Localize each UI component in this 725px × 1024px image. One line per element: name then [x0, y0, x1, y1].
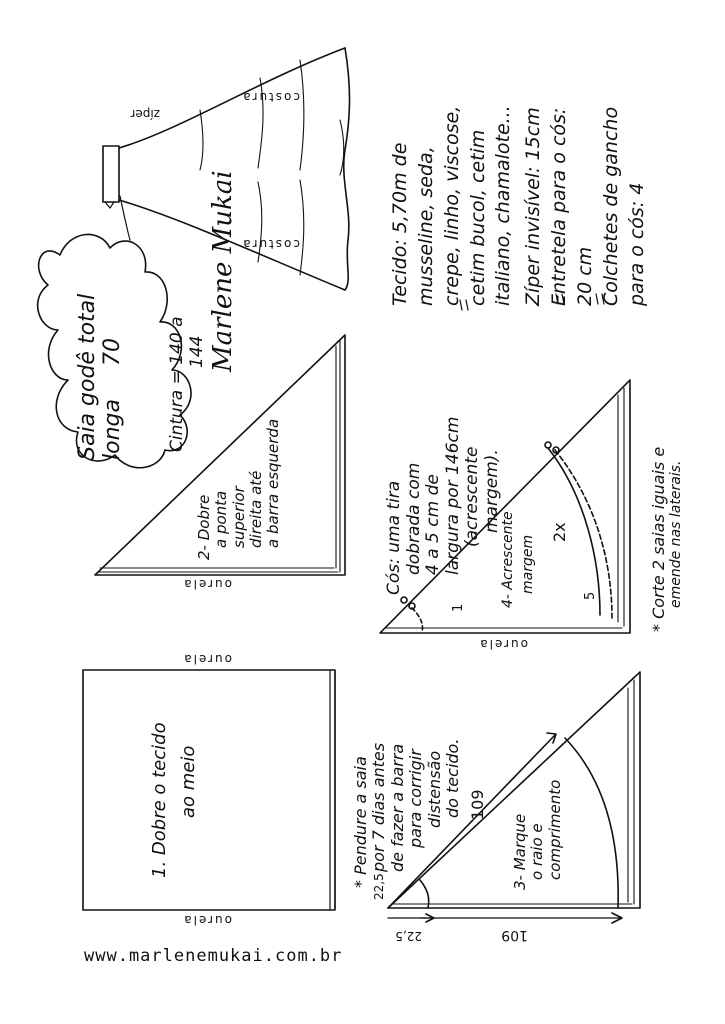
cut-note-line-1: emende nas laterais. [668, 460, 685, 608]
step2-line-1: a ponta [212, 490, 231, 548]
materials-line-4: italiano, chamalote... [492, 105, 515, 306]
materials-line-8: Colchetes de gancho [599, 106, 622, 306]
length-label-b: 109 [501, 927, 528, 943]
step2-line-4: a barra esquerda [264, 418, 282, 548]
title-line1: Saia godê total [75, 293, 100, 460]
hang-note-line-1: por 7 dias antes [369, 742, 389, 872]
title-number: 70 [100, 338, 126, 367]
step3-line-1: o raio e [528, 823, 547, 880]
selvedge-label-step2: ourela [182, 577, 232, 591]
step4-line-0: 4- Acrescente [500, 511, 516, 608]
hang-note-line-5: do tecido. [442, 738, 462, 818]
hang-note-line-2: de fazer a barra [387, 743, 407, 872]
waistband-line-1: dobrada com [403, 462, 424, 575]
hang-note-line-3: para corrigir [406, 749, 426, 848]
waistband-line-4: (acrescente [462, 446, 483, 547]
skirt-hem [344, 48, 350, 290]
waistband-line-5: margem). [481, 449, 502, 533]
step1-line-1: ao meio [177, 745, 199, 818]
cut-note-line-0: * Corte 2 saias iguais e [649, 446, 668, 632]
hang-note-line-0: * Pendure a saia [351, 756, 370, 888]
radius-label-a: 22,5 [372, 873, 386, 900]
title-line2: longa [100, 399, 126, 460]
step1-text [150, 722, 199, 878]
hang-note [352, 739, 462, 888]
materials-line-3: cetim bucol, cetim [466, 129, 489, 306]
materials-line-2: crepe, linho, viscose, [440, 105, 463, 306]
step4-margin-value: 5 [583, 591, 598, 600]
step4-line-1: margem [520, 534, 537, 594]
step2-line-3: direita até [246, 470, 265, 548]
materials-line-5: Zíper invisível: 15cm [522, 107, 545, 306]
website-link[interactable]: www.marlenemukai.com.br [84, 946, 343, 966]
step1-line-0: 1. Dobre o tecido [149, 722, 170, 878]
step1-folded-fabric [83, 670, 335, 910]
seam-bottom-label: costura [241, 237, 300, 251]
step4-text [500, 511, 536, 608]
waist-label: Cintura = 140 a [167, 316, 187, 452]
skirt-top-edge [119, 48, 345, 148]
waistband-line-2: 4 a 5 cm de [423, 474, 444, 575]
waistband-line-3: largura por 146cm [442, 416, 463, 575]
materials-line-7: 20 cm [573, 246, 596, 306]
skirt-waistband-drawing [103, 146, 119, 202]
step2-line-2: superior [229, 486, 248, 548]
radius-label-b: 22,5 [395, 929, 422, 943]
waist-value2: 144 [186, 335, 207, 368]
hem-arc [565, 738, 618, 908]
step4-mark: 1 [451, 603, 466, 612]
materials-line-6: Entretela para o cós: [548, 107, 571, 306]
materials-line-9: para o cós: 4 [625, 182, 648, 306]
step3-line-2: comprimento [545, 779, 564, 880]
materials-line-1: musseline, seda, [414, 146, 437, 306]
selvedge-label-step1-bottom: ourela [182, 913, 232, 927]
title-line2-row [100, 294, 125, 460]
cut-note [650, 447, 684, 632]
step4-multiplier: 2x [550, 522, 569, 542]
hang-note-line-4: distensão [424, 750, 444, 828]
materials-line-0: Tecido: 5,70m de [389, 142, 411, 306]
length-label-a: 109 [468, 789, 487, 820]
materials-block [390, 105, 648, 306]
waistband-block [385, 417, 502, 595]
seam-top-label: costura [241, 90, 300, 104]
selvedge-label-step1-top: ourela [182, 652, 232, 666]
zipper-label: zíper [130, 107, 160, 121]
waistband-line-0: Cós: uma tira [384, 480, 404, 595]
step2-line-0: 2- Dobre [195, 494, 213, 560]
title-block [75, 294, 126, 460]
step3-line-0: 3- Marque [511, 813, 529, 890]
signature: Marlene Mukai [208, 170, 238, 372]
step2-text [196, 419, 282, 560]
step3-text [512, 780, 564, 890]
selvedge-label-step4: ourela [478, 637, 528, 651]
